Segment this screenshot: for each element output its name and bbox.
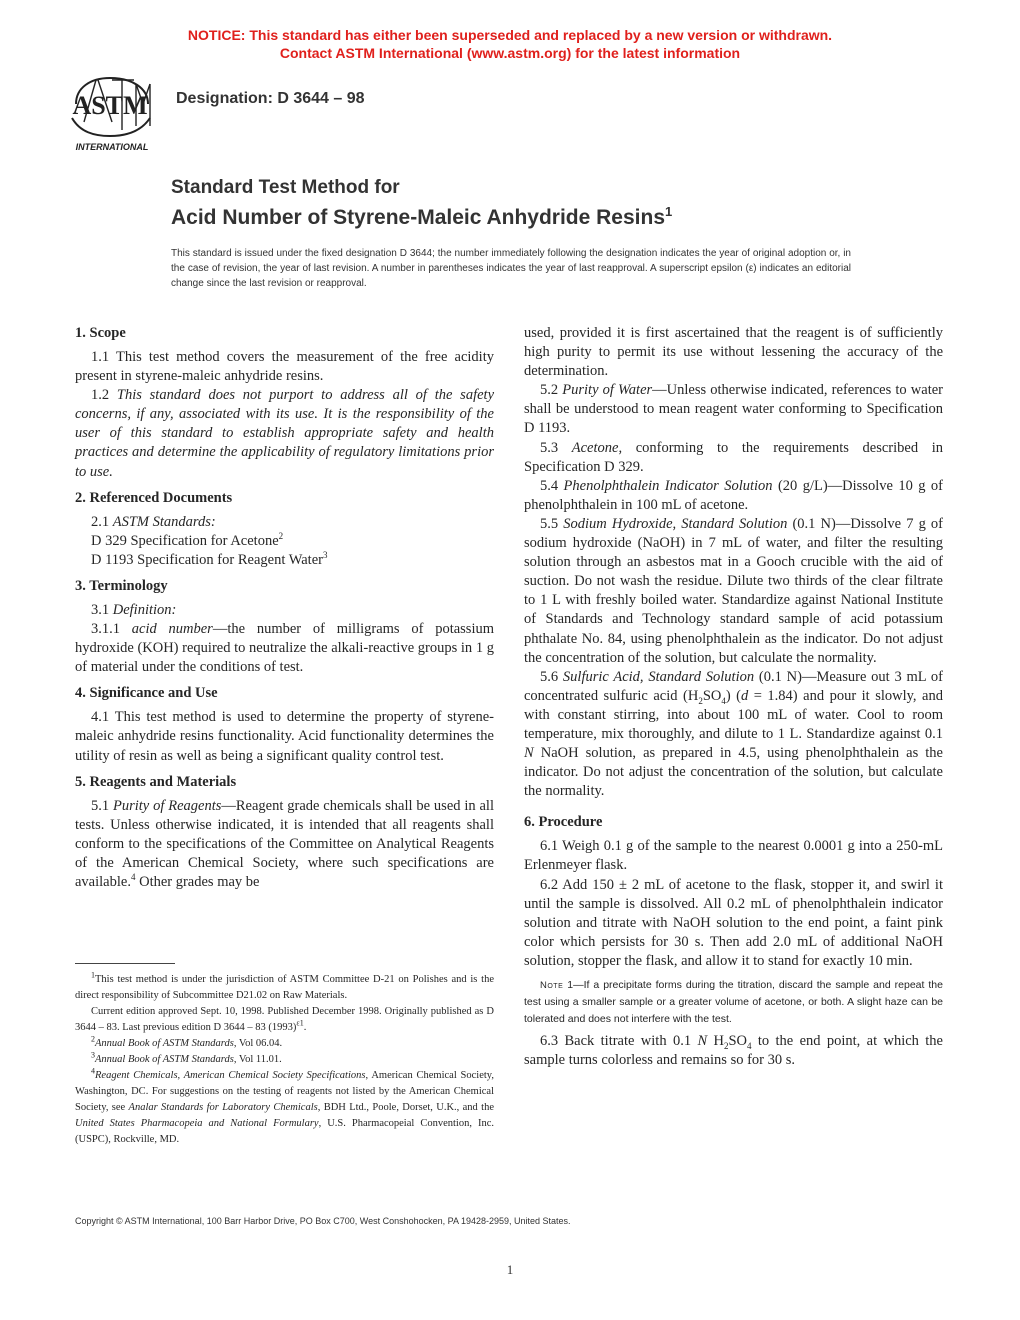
- notice-line-2: Contact ASTM International (www.astm.org) for the latest information: [279, 45, 741, 61]
- note-1-label: Note: [540, 980, 564, 991]
- para-4-1: 4.1 This test method is used to determine the property of styrene-maleic anhydride resins functionality. Acid functionality determines the utility of resin as well as being a significant quality control test.: [75, 709, 494, 764]
- section-heading-significance: 4. Significance and Use: [75, 685, 218, 702]
- para-5-1-continued: used, provided it is first ascertained that the reagent is of sufficiently high purity to permit its use without lessening the accuracy of the determination.: [524, 325, 943, 380]
- para-5-1-num: 5.1: [91, 797, 113, 814]
- para-5-6-text-d: = 1.84) and pour it slowly, and with constant stirring, into about 100 mL of water. Cool to room temperature, mix thoroughly, and dilute to 1 L. Standardize against 0.1: [524, 687, 943, 742]
- para-5-6-text-a: (0.1 N)—Measure out 3 mL of concentrated sulfuric acid (H: [524, 668, 943, 704]
- para-5-6-sub-2: 4: [721, 695, 726, 706]
- footnote-1-edition-mark: ε1: [296, 1018, 304, 1028]
- section-heading-refdocs: 2. Referenced Documents: [75, 489, 233, 506]
- footnote-4-text-b: , BDH Ltd., Poole, Dorset, U.K., and the: [317, 1102, 494, 1113]
- footnote-4-title-2: Analar Standards for Laboratory Chemicals: [128, 1102, 318, 1113]
- footnote-2: [75, 1036, 494, 1052]
- para-6-3-sub-2: 4: [747, 1040, 752, 1051]
- para-3-1-1-num: 3.1.1: [91, 621, 132, 638]
- para-5-1-text: —Reagent grade chemicals shall be used in all tests. Unless otherwise indicated, it is intended that all reagents shall conform to the specifications of the Committee on Analytical Reagents of the American Chemical Society, where such specifications are available.: [75, 797, 494, 890]
- footnote-4-title-3: United States Pharmacopeia and National Formulary: [75, 1118, 319, 1129]
- notice-line-1: NOTICE: This standard has either been superseded and replaced by a new version or withdrawn.: [187, 27, 833, 43]
- footnote-4-title-1: Reagent Chemicals, American Chemical Society Specifications: [95, 1070, 366, 1081]
- para-5-3-text: conforming to the requirements described in Specification D 329.: [524, 439, 943, 475]
- para-5-4-text: (20 g/L)—Dissolve 10 g of phenolphthalein in 100 mL of acetone.: [524, 477, 943, 513]
- para-5-3-num: 5.3: [540, 439, 572, 456]
- para-5-1-tail: Other grades may be: [135, 873, 260, 890]
- para-6-1: 6.1 Weigh 0.1 g of the sample to the nearest 0.0001 g into a 250-mL Erlenmeyer flask.: [524, 838, 943, 874]
- note-1-num: 1: [563, 979, 574, 991]
- footnote-2-mark: 2: [91, 1034, 95, 1044]
- para-5-4-num: 5.4: [540, 477, 564, 494]
- para-3-1: [75, 601, 494, 620]
- logo-subtext: INTERNATIONAL: [75, 142, 149, 152]
- para-5-5-text: (0.1 N)—Dissolve 7 g of sodium hydroxide (NaOH) in 7 mL of water, and filter the resulting solution through an asbestos mat in a Gooch crucible with the aid of suction. Do not wash the residue. Dilute two thirds of the clear filtrate to 1 L with freshly boiled water. Standardize against National Institute of Standards and Technology standard sample of acid potassium phthalate No. 84, using phenolphthalein as the indicator. Do not adjust the concentration of the solution, but calculate the normality.: [524, 515, 944, 666]
- term-acid-number: acid number: [131, 621, 213, 638]
- para-6-3: [524, 1032, 943, 1070]
- para-6-3-text-a: 6.3 Back titrate with 0.1: [540, 1033, 698, 1049]
- para-5-6-text-c: ) (: [725, 687, 742, 704]
- footnote-4-mark: 4: [91, 1066, 95, 1076]
- footnote-2-book: Annual Book of ASTM Standards: [95, 1038, 234, 1049]
- footnote-2-text: , Vol 06.04.: [233, 1038, 283, 1049]
- reference-d1193-mark: 3: [322, 550, 328, 561]
- footnote-1-mark: 1: [91, 970, 95, 980]
- footnote-4: [75, 1068, 494, 1148]
- para-5-1-mark: 4: [130, 872, 136, 883]
- para-6-3-text-c: SO: [728, 1033, 747, 1049]
- para-3-1-text: Definition:: [112, 601, 177, 618]
- footnote-1-edition-text: Current edition approved Sept. 10, 1998. Published December 1998. Originally published as D 3644 – 83. Last previous edition D 3644 – 83 (1993): [75, 1006, 494, 1033]
- copyright: Copyright © ASTM International, 100 Barr Harbor Drive, PO Box C700, West Conshohocken, PA 19428-2959, United States.: [75, 1216, 571, 1226]
- section-heading-reagents: 5. Reagents and Materials: [75, 773, 237, 790]
- logo-text: ASTM: [72, 91, 148, 120]
- supersede-notice: [0, 26, 1020, 62]
- page-number: 1: [506, 1262, 514, 1277]
- para-1-2-text: This standard does not purport to address all of the safety concerns, if any, associated with its use. It is the responsibility of the user of this standard to establish appropriate safety and health practices and determine the applicability of regulatory limitations prior to use.: [75, 387, 495, 480]
- para-5-6-num: 5.6: [540, 668, 563, 685]
- para-2-1: [75, 513, 494, 532]
- para-5-6-text-b: SO: [702, 687, 722, 704]
- astm-logo-icon: [62, 74, 162, 156]
- para-2-1-text: ASTM Standards:: [112, 513, 216, 530]
- term-acetone: Acetone,: [571, 439, 623, 456]
- document-title: [171, 176, 672, 231]
- right-column: [524, 324, 943, 1070]
- reference-d1193-text: D 1193 Specification for Reagent Water: [91, 551, 323, 568]
- para-1-1: 1.1 This test method covers the measurement of the free acidity present in styrene-maleic anhydride resins.: [75, 349, 494, 385]
- para-5-2-num: 5.2: [540, 382, 563, 399]
- section-heading-terminology: 3. Terminology: [75, 577, 168, 594]
- section-heading-procedure: 6. Procedure: [524, 814, 603, 831]
- para-5-5: [524, 515, 943, 668]
- title-line-2-text: Acid Number of Styrene-Maleic Anhydride Resins: [171, 206, 666, 229]
- footnote-1: [75, 972, 494, 1004]
- term-sulfuric-acid: Sulfuric Acid, Standard Solution: [562, 668, 755, 685]
- para-2-1-num: 2.1: [91, 513, 113, 530]
- footnote-3-mark: 3: [91, 1050, 95, 1060]
- para-5-4: [524, 477, 943, 515]
- para-1-2: [75, 386, 494, 481]
- para-5-6-text-e: NaOH solution, as prepared in 4.5, using phenolphthalein as the indicator. Do not adjust the concentration of the solution, but calculate the normality.: [524, 745, 943, 800]
- para-5-6-normality-var: N: [524, 745, 534, 762]
- term-phenolphthalein: Phenolphthalein Indicator Solution: [563, 477, 773, 494]
- para-5-6-sub-1: 2: [698, 695, 703, 706]
- para-3-1-1-text: —the number of milligrams of potassium hydroxide (KOH) required to neutralize the alkali-reactive groups in 1 g of material under the conditions of test.: [75, 621, 495, 676]
- para-6-3-normality-var: N: [697, 1033, 708, 1049]
- para-3-1-1: [75, 620, 494, 677]
- footnote-3-book: Annual Book of ASTM Standards: [95, 1054, 234, 1065]
- para-5-1: [75, 797, 494, 892]
- footnote-1-text: This test method is under the jurisdiction of ASTM Committee D-21 on Polishes and is the direct responsibility of Subcommittee D21.02 on Raw Materials.: [75, 974, 494, 1001]
- term-sodium-hydroxide: Sodium Hydroxide, Standard Solution: [563, 515, 788, 532]
- title-line-2: [171, 199, 672, 231]
- para-5-6-density-var: d: [741, 687, 749, 704]
- para-6-3-sub-1: 2: [723, 1040, 729, 1051]
- note-1-text: —If a precipitate forms during the titration, discard the sample and repeat the test using a smaller sample or a greater volume of acetone, or both. A slight haze can be tolerated and does not interfere with the test.: [524, 979, 943, 1025]
- reference-d329-mark: 2: [278, 530, 284, 541]
- designation: Designation: D 3644 – 98: [176, 90, 365, 107]
- title-footnote-mark: 1: [665, 204, 673, 219]
- reference-d329: [75, 532, 494, 551]
- para-6-2: 6.2 Add 150 ± 2 mL of acetone to the flask, stopper it, and swirl it until the sample is dissolved. All 0.2 mL of phenolphthalein indicator solution and titrate with NaOH solution to the end point, a faint pink color which persists for 30 s. Then add 2.0 mL of additional NaOH solution, stopper the flask, and allow it to stand for exactly 10 min.: [524, 876, 943, 969]
- para-5-5-num: 5.5: [540, 515, 564, 532]
- para-5-3: [524, 439, 943, 477]
- section-heading-scope: 1. Scope: [75, 325, 126, 341]
- term-purity-of-water: Purity of Water: [562, 382, 653, 399]
- footnote-3-text: , Vol 11.01.: [233, 1054, 282, 1065]
- para-5-2-text: —Unless otherwise indicated, references to water shall be understood to mean reagent water conforming to Specification D 1193.: [524, 382, 943, 437]
- footnote-3: [75, 1052, 494, 1068]
- para-3-1-num: 3.1: [91, 601, 113, 618]
- term-purity-of-reagents: Purity of Reagents: [112, 797, 222, 814]
- footnote-4-text-a: , American Chemical Society, Washington, DC. For suggestions on the testing of reagents not listed by the American Chemical Society, see: [75, 1070, 494, 1113]
- note-1: [524, 977, 943, 1028]
- title-line-1: Standard Test Method for: [171, 177, 400, 198]
- footnotes: [75, 962, 494, 1148]
- para-5-6: [524, 668, 943, 802]
- reference-d329-text: D 329 Specification for Acetone: [91, 532, 279, 549]
- para-1-2-num: 1.2: [91, 387, 117, 404]
- left-column: [75, 320, 494, 892]
- para-5-2: [524, 381, 943, 438]
- footnote-1-edition: Current edition approved Sept. 10, 1998. Published December 1998. Originally published as D 3644 – 83. Last previous edition D 3644 – 83 $(1993)^{\varepsilon 1}$.: [75, 1006, 494, 1033]
- para-6-3-text-d: to the end point, at which the sample turns colorless and remains so for 30 s.: [524, 1033, 943, 1069]
- footnote-4-text-c: , U.S. Pharmacopeial Convention, Inc. (USPC), Rockville, MD.: [75, 1118, 494, 1145]
- issuance-statement: This standard is issued under the fixed designation D 3644; the number immediately following the designation indicates the year of original adoption or, in the case of revision, the year of last revision. A number in parentheses indicates the year of last reapproval. A superscript epsilon (ε) indicates an editorial change since the last revision or reapproval.: [171, 248, 851, 289]
- reference-d1193: [75, 551, 494, 570]
- para-6-3-text-b: H: [707, 1033, 724, 1049]
